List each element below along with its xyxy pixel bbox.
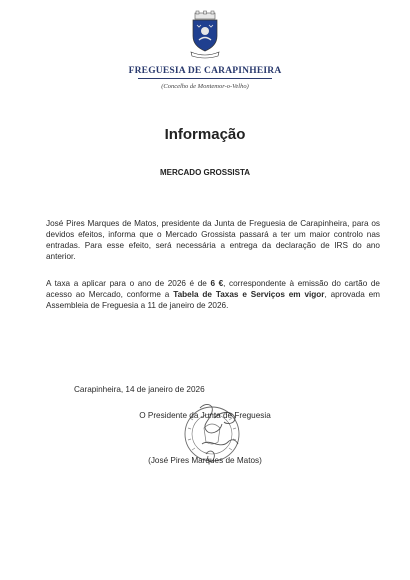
parish-name: FREGUESIA DE CARAPINHEIRA bbox=[128, 66, 282, 76]
paragraph-1: José Pires Marques de Matos, presidente da Junta de Freguesia de Carapinheira, para os devidos efeitos, informa que o Mercado Grossista passará a ter um maior controlo nas entradas. Para esse efeito, será necessária a entrega da declaração de IRS do ano anterior. bbox=[46, 219, 380, 261]
place-and-date: Carapinheira, 14 de janeiro de 2026 bbox=[74, 385, 205, 394]
fee-table-reference: Tabela de Taxas e Serviços em vigor bbox=[173, 290, 325, 299]
fee-amount: 6 € bbox=[210, 279, 224, 288]
paragraph-2-text-c: , aprovada em Assembleia de Freguesia a 11 de janeiro de 2026. bbox=[46, 290, 380, 310]
council-name: (Concelho de Montemor-o-Velho) bbox=[161, 83, 249, 90]
title-divider bbox=[138, 78, 272, 79]
signatory-name: (José Pires Marques de Matos) bbox=[148, 456, 262, 465]
paragraph-2-text-a: A taxa a aplicar para o ano de 2026 é de bbox=[46, 279, 211, 288]
signatory-role: O Presidente da Junta de Freguesia bbox=[139, 411, 271, 420]
document-subject: MERCADO GROSSISTA bbox=[159, 168, 251, 177]
paragraph-2 bbox=[46, 278, 380, 311]
paragraph-2-text-b: , correspondente à emissão do cartão de acesso ao Mercado, conforme a bbox=[46, 279, 380, 299]
coat-of-arms-icon bbox=[183, 10, 227, 60]
document-title: Informação bbox=[164, 126, 246, 143]
